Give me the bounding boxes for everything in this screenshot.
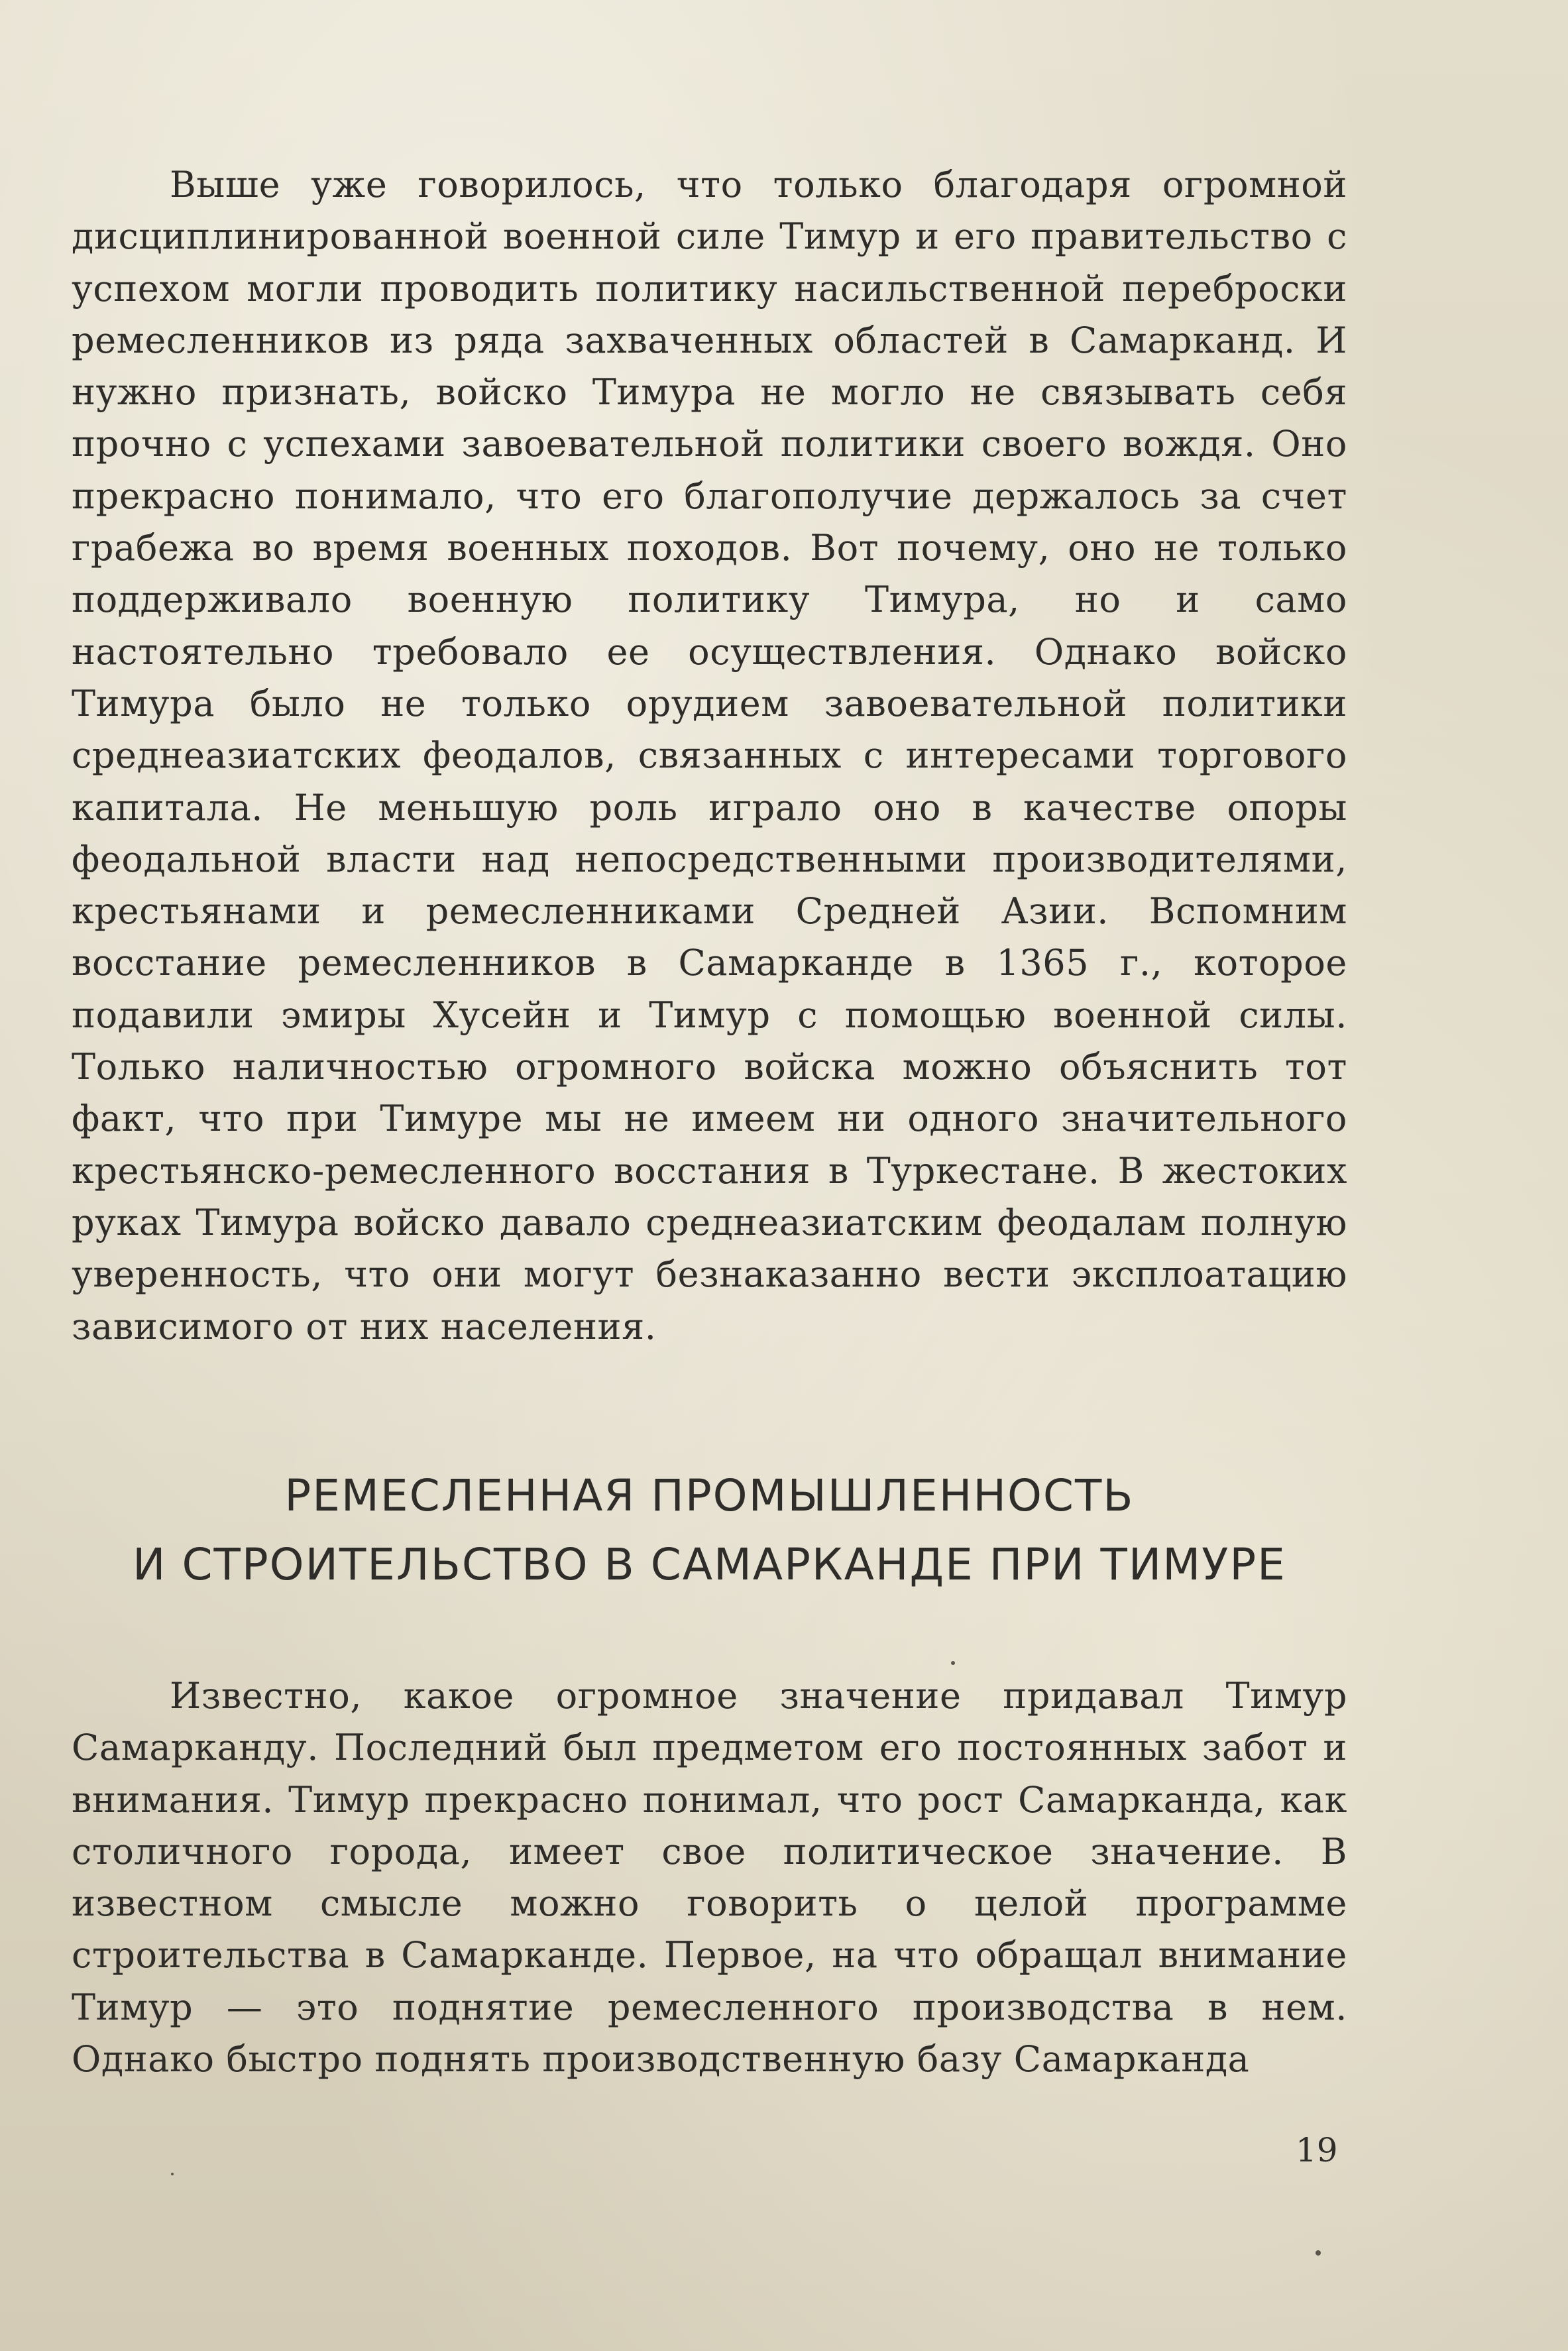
body-paragraph: Известно, какое огромное значение придавал Тимур Самарканду. Последний был предметом его постоянных забот и внимания. Тимур прекрасно понимал, что рост Самарканда, как столичного города, имеет свое политическое значение. В известном смысле можно говорить о целой программе строительства в Самарканде. Первое, на что обращал внимание Тимур — это поднятие ремесленного производства в нем. Однако быстро поднять производственную базу Самарканда xyxy=(72,1675,1347,2081)
section-heading-line-2: И СТРОИТЕЛЬСТВО В САМАРКАНДЕ ПРИ ТИМУРЕ xyxy=(133,1539,1286,1590)
paper-speck xyxy=(171,2173,174,2175)
section-heading-line-1: РЕМЕСЛЕННАЯ ПРОМЫШЛЕННОСТЬ xyxy=(284,1470,1135,1521)
paper-speck xyxy=(951,1661,955,1665)
paper-speck xyxy=(1316,2250,1321,2256)
page-number: 19 xyxy=(1296,2131,1338,2169)
body-paragraph: Выше уже говорилось, что только благодаря огромной дисциплинированной военной силе Тимур и его правительство с успехом могли проводить политику насильственной переброски ремесленников из ряда захваченных областей в Самарканд. И нужно признать, войско Тимура не могло не связывать себя прочно с успехами завоевательной политики своего вождя. Оно прекрасно понимало, что его благополучие держалось за счет грабежа во время военных походов. Вот почему, оно не только поддерживало военную политику Тимура, но и само настоятельно требовало ее осуществления. Однако войско Тимура было не только орудием завоевательной политики среднеазиатских феодалов, связанных с интересами торгового капитала. Не меньшую роль играло оно в качестве опоры феодальной власти над непосредственными производителями, крестьянами и ремесленниками Средней Азии. Вспомним восстание ремесленников в Самарканде в 1365 г., которое подавили эмиры Хусейн и Тимур с помощью военной силы. Только наличностью огромного войска можно объяснить тот факт, что при Тимуре мы не имеем ни одного значительного крестьянско-ремесленного восстания в Туркестане. В жестоких руках Тимура войско давало среднеазиатским феодалам полную уверенность, что они могут безнаказанно вести эксплоатацию зависимого от них населения. xyxy=(72,164,1347,1348)
